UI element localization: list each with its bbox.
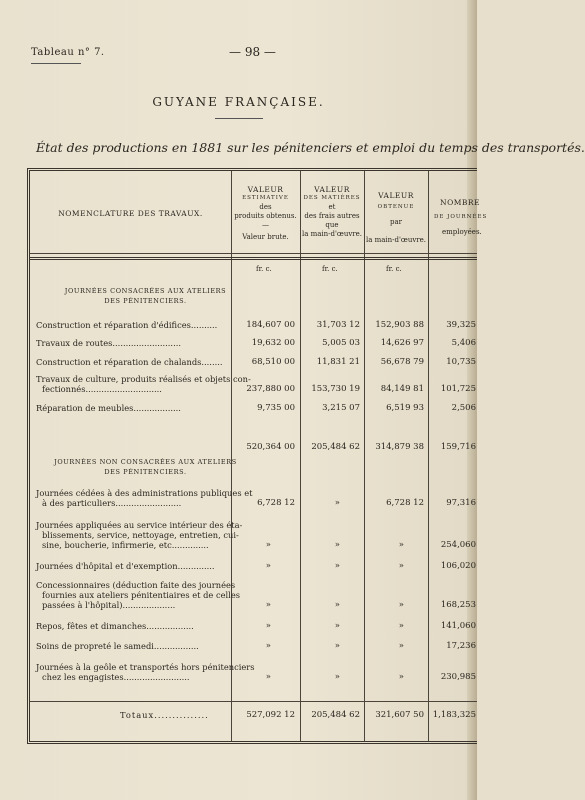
- row-label-cont: chez les engagistes.........................: [42, 672, 190, 682]
- cell-est: 6,728 12: [257, 498, 295, 508]
- cell-mat: 153,730 19: [311, 384, 360, 394]
- row-label: Journées appliquées au service intérieur des éta-: [36, 520, 243, 530]
- row-label-cont: sine, boucherie, infirmerie, etc..............: [42, 540, 209, 550]
- cell-mat: »: [334, 672, 340, 682]
- subtotal-est: 520,364 00: [246, 442, 295, 452]
- cell-nb: 2,506: [451, 403, 476, 413]
- unit-est: fr. c.: [256, 265, 272, 273]
- table-number: Tableau n° 7.: [31, 47, 105, 58]
- page-subtitle: État des productions en 1881 sur les pénitenciers et emploi du temps des transportés.: [36, 140, 585, 155]
- cell-nb: 254,060: [440, 540, 476, 550]
- cell-est: 68,510 00: [251, 357, 295, 367]
- productions-table: [27, 168, 488, 744]
- row-label-cont: à des particuliers.........................: [42, 498, 182, 508]
- page-title: GUYANE FRANÇAISE.: [152, 95, 325, 109]
- row-label-cont: fournies aux ateliers pénitentiaires et de celles: [42, 590, 240, 600]
- total-mat: 205,484 62: [311, 710, 360, 720]
- cell-obt: 6,519 93: [386, 403, 424, 413]
- cell-est: »: [265, 561, 271, 571]
- cell-obt: 84,149 81: [380, 384, 424, 394]
- row-label: Journées à la geôle et transportés hors pénitenciers: [36, 662, 255, 672]
- row-label-cont: blissements, service, nettoyage, entretien, cui-: [42, 530, 239, 540]
- cell-nb: 106,020: [440, 561, 476, 571]
- total-label: Totaux...............: [120, 710, 209, 720]
- cell-mat: »: [334, 540, 340, 550]
- cell-nb: 141,060: [440, 621, 476, 631]
- row-label-cont: passées à l'hôpital)....................: [42, 600, 176, 610]
- cell-obt: 152,903 88: [375, 320, 424, 330]
- cell-mat: »: [334, 498, 340, 508]
- col-header-valeur-obtenue: VALEUR OBTENUE par la main-d'œuvre.: [365, 191, 427, 244]
- header-rule: [31, 63, 81, 64]
- cell-mat: 31,703 12: [316, 320, 360, 330]
- cell-nb: 39,325: [446, 320, 476, 330]
- row-label-cont: fectionnés.............................: [42, 384, 162, 394]
- cell-mat: 3,215 07: [322, 403, 360, 413]
- cell-est: »: [265, 600, 271, 610]
- cell-mat: 5,005 03: [322, 338, 360, 348]
- cell-nb: 5,406: [451, 338, 476, 348]
- total-obt: 321,607 50: [375, 710, 424, 720]
- unit-obt: fr. c.: [386, 265, 402, 273]
- cell-nb: 230,985: [440, 672, 476, 682]
- cell-mat: 11,831 21: [316, 357, 360, 367]
- subtotal-mat: 205,484 62: [311, 442, 360, 452]
- cell-nb: 101,725: [440, 384, 476, 394]
- row-label: Repos, fêtes et dimanches..................: [36, 621, 194, 631]
- cell-est: »: [265, 540, 271, 550]
- cell-mat: »: [334, 600, 340, 610]
- page-number: — 98 —: [229, 45, 276, 59]
- row-label: Concessionnaires (déduction faite des journées: [36, 580, 236, 590]
- cell-obt: »: [398, 600, 404, 610]
- cell-obt: 14,626 97: [380, 338, 424, 348]
- cell-est: »: [265, 621, 271, 631]
- cell-mat: »: [334, 561, 340, 571]
- row-label: Soins de propreté le samedi.................: [36, 641, 199, 651]
- row-label: Journées d'hôpital et d'exemption..............: [36, 561, 215, 571]
- row-label: Travaux de culture, produits réalisés et objets con-: [36, 374, 251, 384]
- row-label: Travaux de routes..........................: [36, 338, 181, 348]
- section-heading-ateliers: JOURNÉES CONSACRÉES AUX ATELIERS DES PÉNITENCIERS.: [64, 287, 227, 305]
- cell-est: 184,607 00: [246, 320, 295, 330]
- cell-mat: »: [334, 621, 340, 631]
- cell-est: 9,735 00: [257, 403, 295, 413]
- title-rule: [215, 118, 263, 119]
- cell-est: 19,632 00: [251, 338, 295, 348]
- subtotal-obt: 314,879 38: [375, 442, 424, 452]
- section-heading-non-ateliers: JOURNÉES NON CONSACRÉES AUX ATELIERS DES PÉNITENCIERS.: [54, 458, 237, 476]
- cell-est: »: [265, 672, 271, 682]
- col-header-valeur-estimative: VALEUR ESTIMATIVE des produits obtenus. — Valeur brute.: [234, 185, 297, 241]
- row-label: Construction et réparation de chalands........: [36, 357, 223, 367]
- cell-obt: 56,678 79: [380, 357, 424, 367]
- cell-nb: 97,316: [446, 498, 476, 508]
- total-est: 527,092 12: [246, 710, 295, 720]
- col-header-nombre: NOMBRE DE JOURNÉES employées.: [434, 198, 488, 236]
- row-label: Construction et réparation d'édifices..........: [36, 320, 218, 330]
- col-header-nomenclature: NOMENCLATURE DES TRAVAUX.: [58, 209, 203, 218]
- total-rule: [30, 701, 477, 702]
- col-header-valeur-matieres: VALEUR DES MATIÈRES et des frais autres que la main-d'œuvre.: [301, 185, 363, 238]
- cell-est: »: [265, 641, 271, 651]
- cell-obt: 6,728 12: [386, 498, 424, 508]
- cell-nb: 10,735: [446, 357, 476, 367]
- cell-nb: 168,253: [440, 600, 476, 610]
- header-rule-double: [30, 257, 477, 260]
- cell-obt: »: [398, 641, 404, 651]
- unit-mat: fr. c.: [322, 265, 338, 273]
- cell-obt: »: [398, 672, 404, 682]
- cell-obt: »: [398, 561, 404, 571]
- cell-est: 237,880 00: [246, 384, 295, 394]
- row-label: Journées cédées à des administrations publiques et: [36, 488, 253, 498]
- row-label: Réparation de meubles..................: [36, 403, 181, 413]
- subtotal-nb: 159,716: [440, 442, 476, 452]
- cell-obt: »: [398, 540, 404, 550]
- cell-mat: »: [334, 641, 340, 651]
- cell-obt: »: [398, 621, 404, 631]
- total-nb: 1,183,325: [432, 710, 476, 720]
- header-rule-bottom: [30, 253, 477, 254]
- cell-nb: 17,236: [446, 641, 476, 651]
